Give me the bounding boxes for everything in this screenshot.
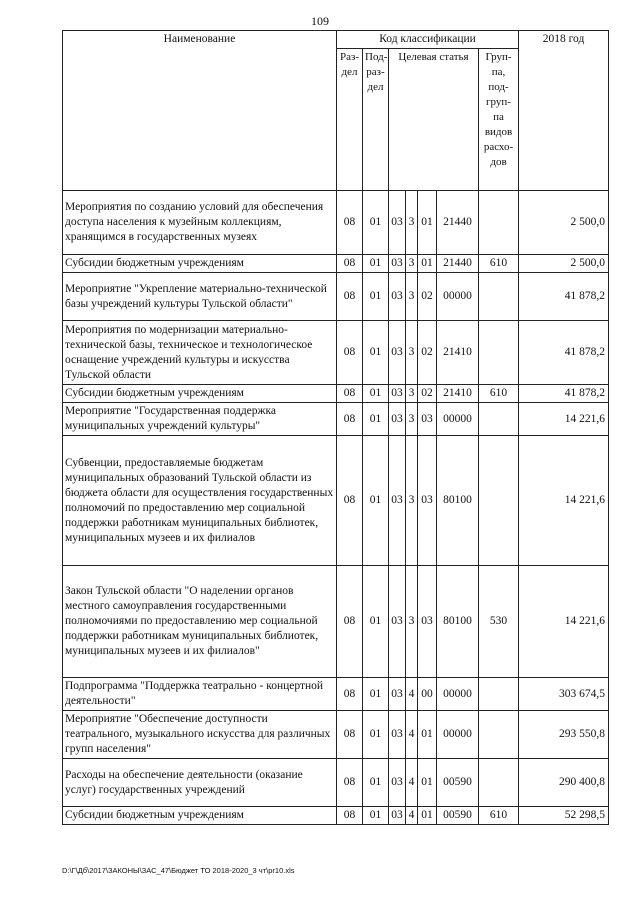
row-subsection: 01 xyxy=(363,321,389,385)
row-target-subprogram: 3 xyxy=(406,273,418,321)
table-row xyxy=(63,711,609,759)
row-target-program: 03 xyxy=(389,321,406,385)
header-subsection: Под- раз- дел xyxy=(363,49,389,191)
row-subsection: 01 xyxy=(363,759,389,807)
row-target-program: 03 xyxy=(389,807,406,825)
row-amount: 2 500,0 xyxy=(519,191,609,255)
table-row xyxy=(63,321,609,385)
row-target-event: 03 xyxy=(418,436,437,566)
row-target-direction: 00000 xyxy=(437,273,479,321)
row-target-program: 03 xyxy=(389,255,406,273)
row-target-direction: 21440 xyxy=(437,191,479,255)
row-target-subprogram: 3 xyxy=(406,403,418,436)
row-subsection: 01 xyxy=(363,711,389,759)
row-target-direction: 21440 xyxy=(437,255,479,273)
row-subsection: 01 xyxy=(363,403,389,436)
row-target-program: 03 xyxy=(389,759,406,807)
row-target-event: 03 xyxy=(418,566,437,678)
row-target-event: 00 xyxy=(418,678,437,711)
row-target-program: 03 xyxy=(389,385,406,403)
row-section: 08 xyxy=(337,678,363,711)
row-expense-type: 530 xyxy=(479,566,519,678)
row-expense-type xyxy=(479,191,519,255)
row-name: Мероприятие "Укрепление материально-технической базы учреждений культуры Тульской области" xyxy=(63,273,337,321)
row-name: Субсидии бюджетным учреждениям xyxy=(63,255,337,273)
row-target-event: 02 xyxy=(418,385,437,403)
row-expense-type: 610 xyxy=(479,385,519,403)
row-subsection: 01 xyxy=(363,191,389,255)
row-section: 08 xyxy=(337,759,363,807)
row-name: Субвенции, предоставляемые бюджетам муниципальных образований Тульской области из бюджета области для осуществления государственных полномочий по предоставлению мер социальной поддержки работникам муниципальных библиотек, муниципальных музеев и их филиалов xyxy=(63,436,337,566)
row-target-event: 01 xyxy=(418,807,437,825)
row-target-program: 03 xyxy=(389,566,406,678)
row-section: 08 xyxy=(337,321,363,385)
row-section: 08 xyxy=(337,566,363,678)
row-target-direction: 80100 xyxy=(437,436,479,566)
table-body xyxy=(63,191,609,825)
row-target-subprogram: 4 xyxy=(406,711,418,759)
header-section: Раз- дел xyxy=(337,49,363,191)
row-name: Закон Тульской области "О наделении органов местного самоуправления государственными полномочиями по предоставлению мер социальной поддержки работникам муниципальных библиотек, муниципальных музеев и их филиалов" xyxy=(63,566,337,678)
row-section: 08 xyxy=(337,273,363,321)
row-subsection: 01 xyxy=(363,436,389,566)
row-amount: 41 878,2 xyxy=(519,321,609,385)
row-subsection: 01 xyxy=(363,566,389,678)
row-section: 08 xyxy=(337,436,363,566)
row-name: Субсидии бюджетным учреждениям xyxy=(63,807,337,825)
budget-table xyxy=(62,30,609,825)
row-target-program: 03 xyxy=(389,436,406,566)
row-expense-type xyxy=(479,273,519,321)
row-target-event: 01 xyxy=(418,711,437,759)
table-row xyxy=(63,403,609,436)
row-target-direction: 21410 xyxy=(437,321,479,385)
row-subsection: 01 xyxy=(363,385,389,403)
row-section: 08 xyxy=(337,191,363,255)
row-name: Расходы на обеспечение деятельности (оказание услуг) государственных учреждений xyxy=(63,759,337,807)
row-target-event: 01 xyxy=(418,191,437,255)
row-amount: 52 298,5 xyxy=(519,807,609,825)
row-amount: 14 221,6 xyxy=(519,566,609,678)
table-row xyxy=(63,759,609,807)
table-row xyxy=(63,807,609,825)
row-target-subprogram: 3 xyxy=(406,191,418,255)
table-row xyxy=(63,436,609,566)
row-name: Мероприятия по модернизации материально-технической базы, техническое и технологическое оснащение учреждений культуры и искусства Тульской области xyxy=(63,321,337,385)
row-target-subprogram: 4 xyxy=(406,759,418,807)
row-target-program: 03 xyxy=(389,191,406,255)
table-row xyxy=(63,566,609,678)
file-path-footer: D:\Г\Дб\2017\ЗАКОНЫ\ЗАС_47\Бюджет ТО 2018-2020_3 чт\pr10.xls xyxy=(62,866,295,875)
row-target-subprogram: 4 xyxy=(406,807,418,825)
row-section: 08 xyxy=(337,807,363,825)
row-section: 08 xyxy=(337,255,363,273)
header-classification: Код классификации xyxy=(337,31,519,49)
row-target-program: 03 xyxy=(389,711,406,759)
row-amount: 2 500,0 xyxy=(519,255,609,273)
row-subsection: 01 xyxy=(363,678,389,711)
row-target-subprogram: 3 xyxy=(406,321,418,385)
row-expense-type: 610 xyxy=(479,255,519,273)
row-target-direction: 00000 xyxy=(437,403,479,436)
row-amount: 290 400,8 xyxy=(519,759,609,807)
row-name: Мероприятие "Государственная поддержка муниципальных учреждений культуры" xyxy=(63,403,337,436)
table-row xyxy=(63,191,609,255)
row-target-event: 01 xyxy=(418,759,437,807)
header-year: 2018 год xyxy=(519,31,609,191)
table-row xyxy=(63,385,609,403)
row-target-program: 03 xyxy=(389,273,406,321)
row-amount: 14 221,6 xyxy=(519,403,609,436)
row-expense-type xyxy=(479,678,519,711)
row-target-direction: 21410 xyxy=(437,385,479,403)
row-target-direction: 00000 xyxy=(437,678,479,711)
row-target-event: 01 xyxy=(418,255,437,273)
row-name: Мероприятия по созданию условий для обеспечения доступа населения к музейным коллекциям, хранящимся в государственных музеях xyxy=(63,191,337,255)
row-amount: 303 674,5 xyxy=(519,678,609,711)
row-expense-type xyxy=(479,711,519,759)
header-target-article: Целевая статья xyxy=(389,49,479,191)
row-target-subprogram: 3 xyxy=(406,566,418,678)
row-expense-type xyxy=(479,403,519,436)
row-amount: 14 221,6 xyxy=(519,436,609,566)
row-target-direction: 80100 xyxy=(437,566,479,678)
row-target-subprogram: 4 xyxy=(406,678,418,711)
row-section: 08 xyxy=(337,403,363,436)
row-target-program: 03 xyxy=(389,403,406,436)
row-subsection: 01 xyxy=(363,807,389,825)
page-number: 109 xyxy=(311,14,329,28)
row-expense-type xyxy=(479,436,519,566)
table-row xyxy=(63,255,609,273)
row-amount: 41 878,2 xyxy=(519,273,609,321)
header-expense-group: Груп- па, под- груп- па видов расхо- дов xyxy=(479,49,519,191)
row-target-program: 03 xyxy=(389,678,406,711)
row-amount: 293 550,8 xyxy=(519,711,609,759)
row-target-event: 03 xyxy=(418,403,437,436)
row-subsection: 01 xyxy=(363,255,389,273)
row-expense-type xyxy=(479,321,519,385)
row-name: Субсидии бюджетным учреждениям xyxy=(63,385,337,403)
row-target-subprogram: 3 xyxy=(406,385,418,403)
row-target-event: 02 xyxy=(418,273,437,321)
row-amount: 41 878,2 xyxy=(519,385,609,403)
row-target-direction: 00590 xyxy=(437,807,479,825)
row-expense-type xyxy=(479,759,519,807)
row-section: 08 xyxy=(337,711,363,759)
row-target-subprogram: 3 xyxy=(406,255,418,273)
table-row xyxy=(63,273,609,321)
row-target-subprogram: 3 xyxy=(406,436,418,566)
row-expense-type: 610 xyxy=(479,807,519,825)
row-target-direction: 00590 xyxy=(437,759,479,807)
row-section: 08 xyxy=(337,385,363,403)
row-target-direction: 00000 xyxy=(437,711,479,759)
row-target-event: 02 xyxy=(418,321,437,385)
row-name: Подпрограмма "Поддержка театрально - концертной деятельности" xyxy=(63,678,337,711)
header-name: Наименование xyxy=(63,31,337,191)
row-subsection: 01 xyxy=(363,273,389,321)
table-row xyxy=(63,678,609,711)
row-name: Мероприятие "Обеспечение доступности театрального, музыкального искусства для различных групп населения" xyxy=(63,711,337,759)
